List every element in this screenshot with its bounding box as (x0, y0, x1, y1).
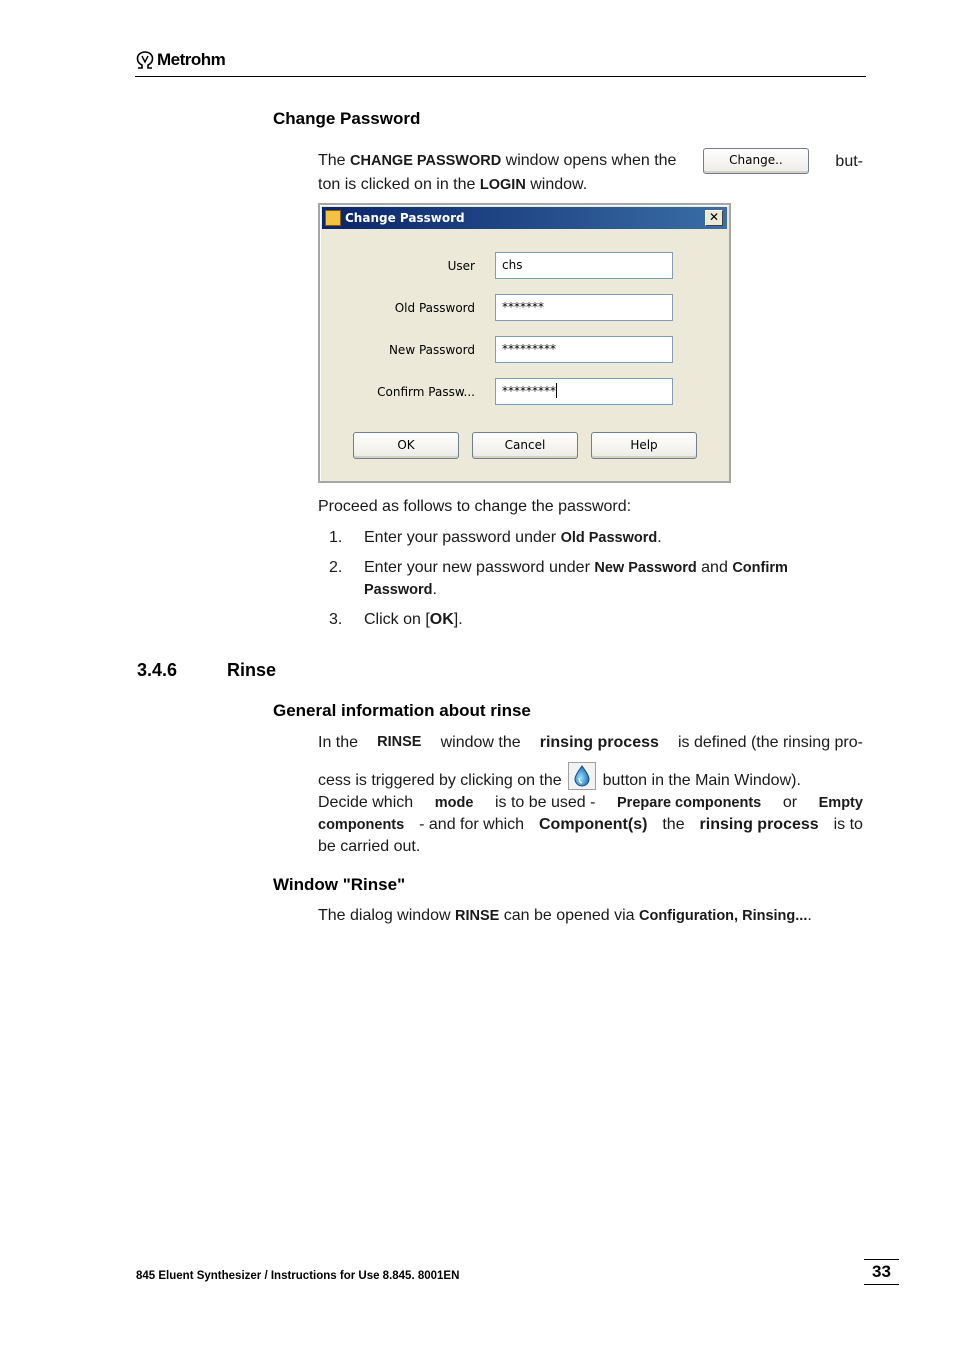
change-button[interactable]: Change.. (703, 148, 809, 174)
window-rinse-heading: Window "Rinse" (273, 875, 406, 894)
change-password-heading: Change Password (273, 109, 421, 128)
rinse-drop-icon[interactable] (568, 762, 596, 790)
cancel-button[interactable]: Cancel (472, 432, 578, 459)
text-caret (556, 383, 557, 398)
close-icon[interactable]: ✕ (705, 210, 723, 226)
section-number: 3.4.6 (137, 660, 178, 680)
proceed-text: Proceed as follows to change the password: (318, 498, 632, 515)
ok-button[interactable]: OK (353, 432, 459, 459)
omega-logo-icon (135, 51, 155, 69)
user-input[interactable]: chs (495, 252, 673, 279)
new-password-input[interactable]: ********* (495, 336, 673, 363)
dialog-title: Change Password (345, 211, 465, 225)
water-drop-icon (569, 763, 595, 789)
rinse-paragraph-3: The dialog window RINSE can be opened via Configuration, Rinsing.... (318, 907, 812, 924)
help-button[interactable]: Help (591, 432, 697, 459)
old-password-input[interactable]: ******* (495, 294, 673, 321)
confirm-password-label: Confirm Passw... (377, 385, 475, 399)
general-info-heading: General information about rinse (273, 701, 531, 720)
page-number: 33 (872, 1262, 891, 1281)
confirm-password-input[interactable]: ********* (495, 378, 673, 405)
user-label: User (447, 259, 475, 273)
new-password-label: New Password (388, 343, 475, 357)
metrohm-logo (135, 50, 225, 70)
rinse-paragraph-1: In the RINSE window the rinsing process is defined (the rinsing pro- cess is triggered by clicking on the button in the Main Window). (318, 734, 863, 789)
rinse-paragraph-2: Decide which mode is to be used - Prepare components or Empty components - and for which Component(s) the rinsing process is to be carried out. (318, 794, 863, 855)
header-rule (135, 76, 866, 77)
old-password-label: Old Password (394, 301, 475, 315)
footer-document-title: 845 Eluent Synthesizer / Instructions for Use 8.845. 8001EN (136, 1270, 460, 1282)
change-password-intro: The CHANGE PASSWORD window opens when the Change.. but- ton is clicked on in the LOGIN window. (318, 148, 866, 196)
brand-name: Metrohm (157, 50, 226, 69)
change-password-dialog (318, 203, 731, 483)
app-icon (325, 210, 341, 226)
dialog-titlebar (322, 207, 727, 229)
section-title: Rinse (227, 660, 277, 680)
